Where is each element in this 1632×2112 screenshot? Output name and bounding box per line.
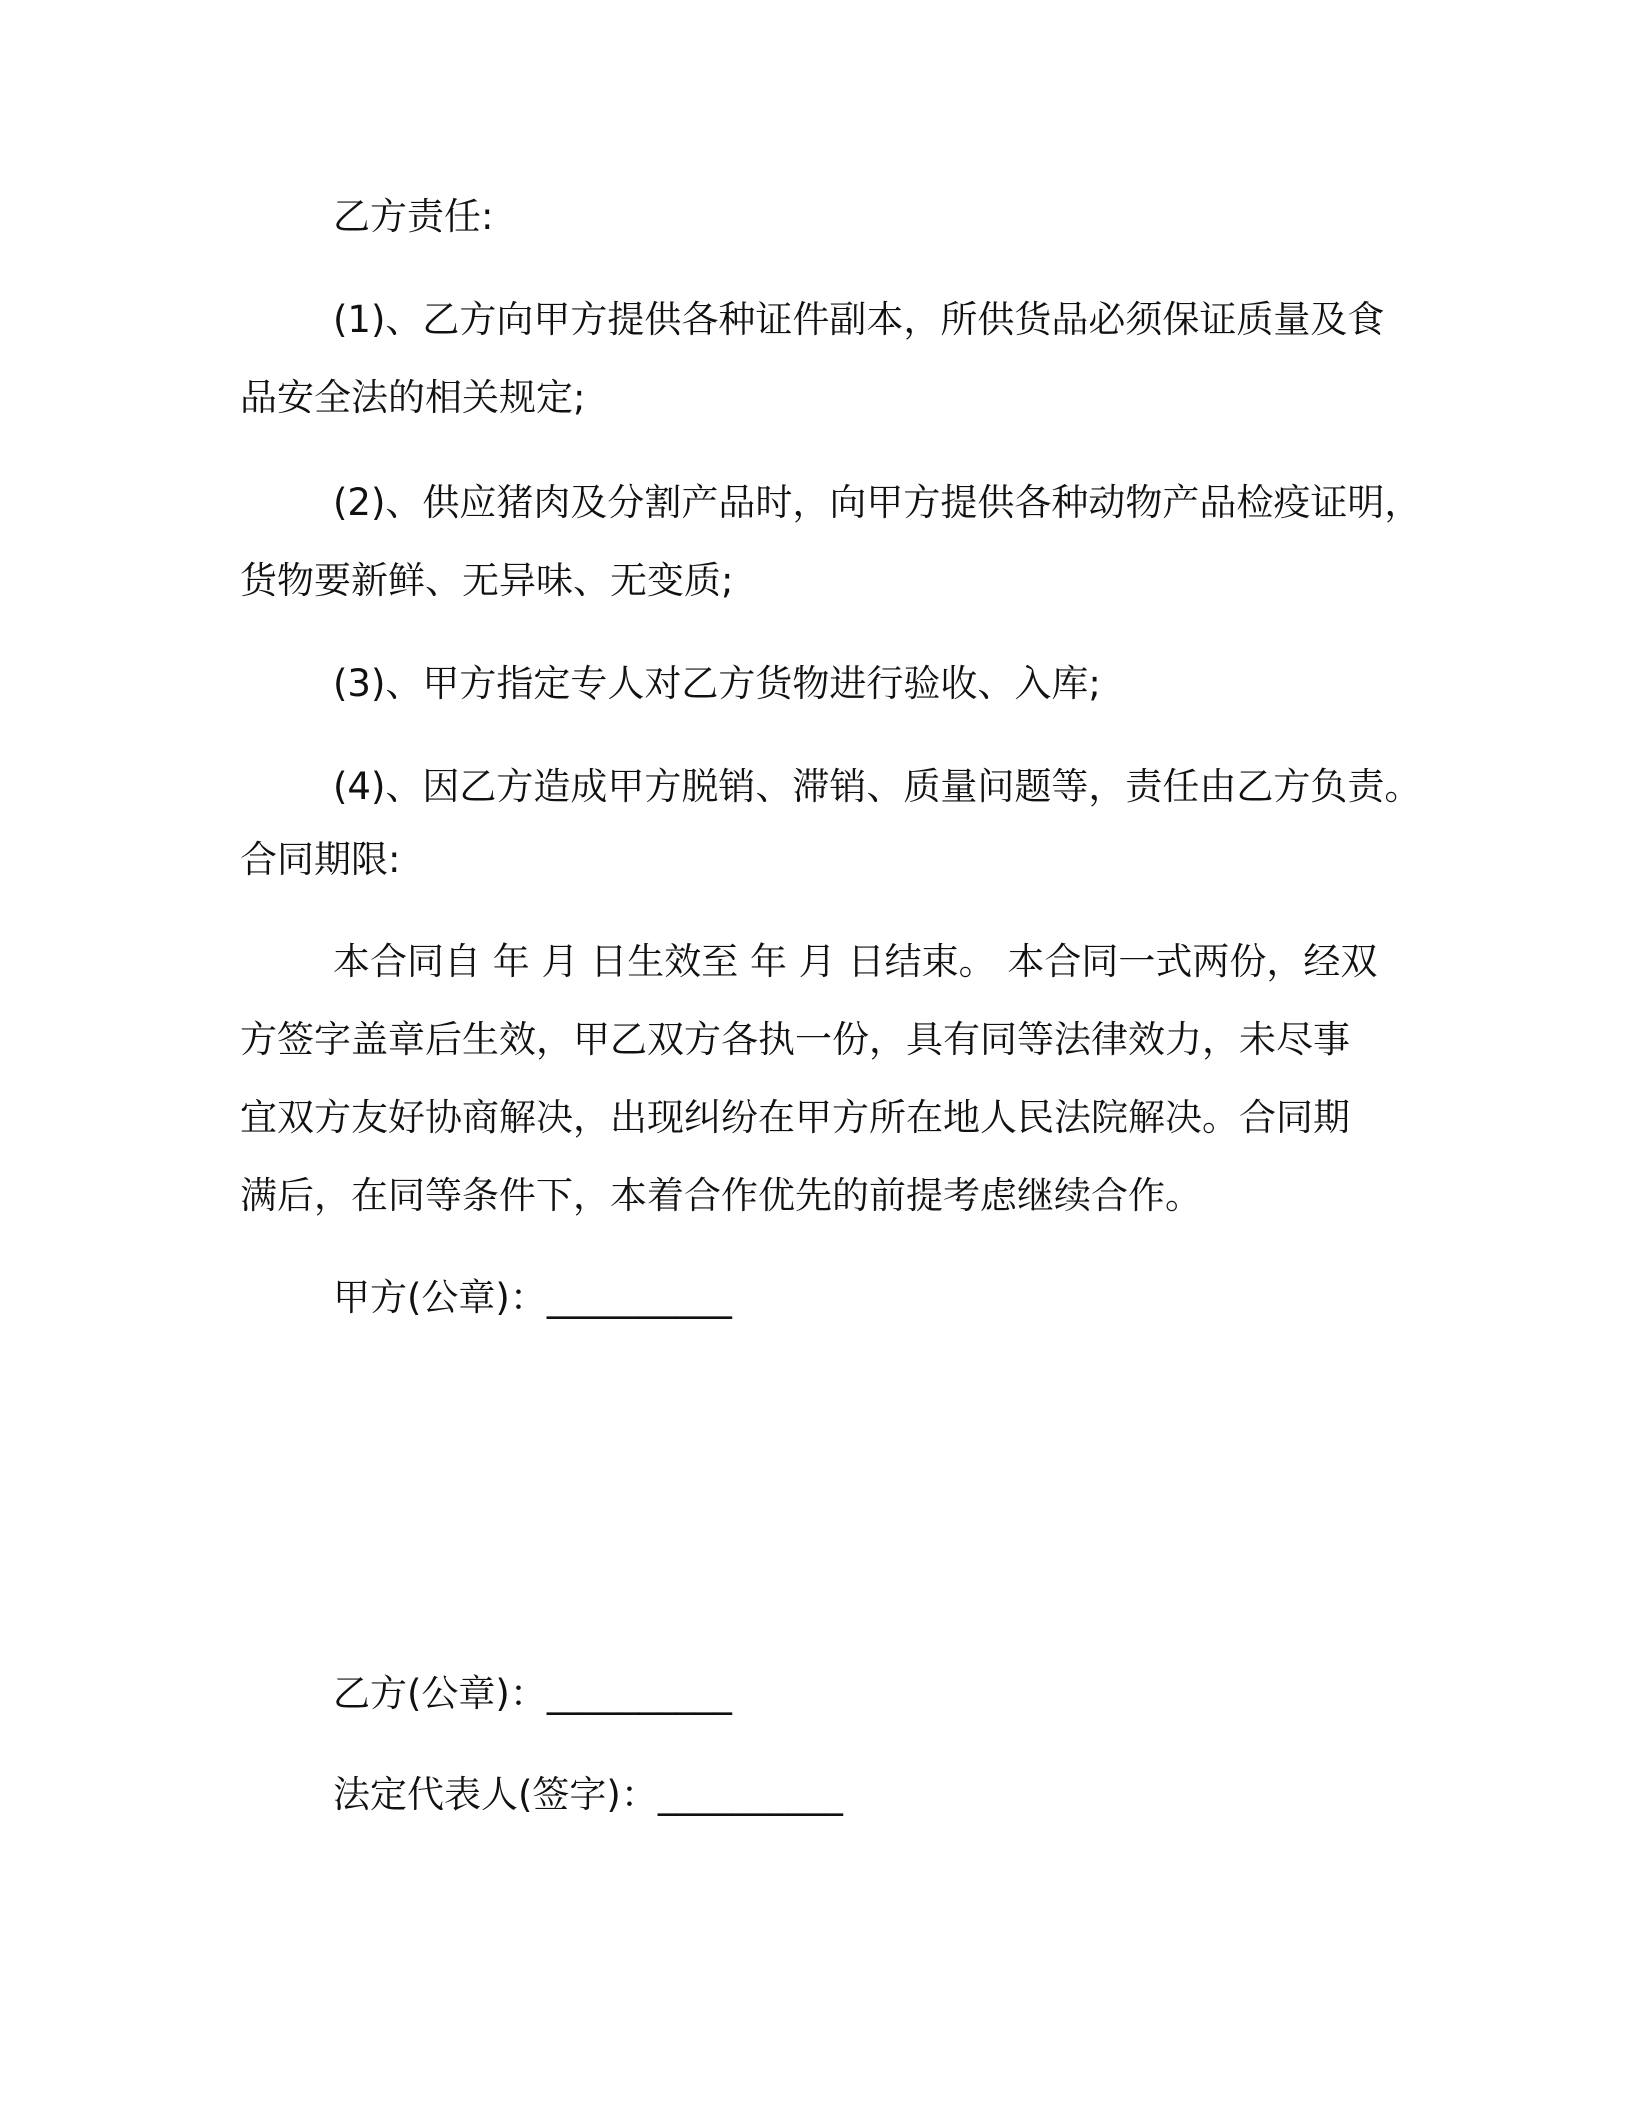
term-paragraph-line-3: 宜双方友好协商解决，出现纠纷在甲方所在地人民法院解决。合同期 — [240, 1096, 1350, 1139]
term-paragraph-line-1: 本合同自 年 月 日生效至 年 月 日结束。 本合同一式两份，经双 — [333, 940, 1378, 983]
party-b-seal-line: 乙方(公章)：__________ — [333, 1672, 732, 1715]
contract-term-heading: 合同期限: — [240, 838, 401, 881]
item-3-line-1: (3)、甲方指定专人对乙方货物进行验收、入库; — [333, 662, 1101, 705]
item-1-line-1: (1)、乙方向甲方提供各种证件副本，所供货品必须保证质量及食 — [333, 298, 1385, 341]
party-a-seal-line: 甲方(公章)：__________ — [333, 1276, 732, 1319]
term-paragraph-line-4: 满后，在同等条件下，本着合作优先的前提考虑继续合作。 — [240, 1174, 1202, 1217]
legal-representative-signature-line: 法定代表人(签字)：__________ — [333, 1773, 843, 1816]
party-b-responsibilities-heading: 乙方责任: — [333, 195, 494, 238]
term-paragraph-line-2: 方签字盖章后生效，甲乙双方各执一份，具有同等法律效力，未尽事 — [240, 1018, 1350, 1061]
item-4-line-1: (4)、因乙方造成甲方脱销、滞销、质量问题等，责任由乙方负责。 — [333, 765, 1422, 808]
item-1-line-2: 品安全法的相关规定; — [240, 376, 586, 419]
item-2-line-1: (2)、供应猪肉及分割产品时，向甲方提供各种动物产品检疫证明， — [333, 481, 1422, 524]
item-2-line-2: 货物要新鲜、无异味、无变质; — [240, 559, 734, 602]
